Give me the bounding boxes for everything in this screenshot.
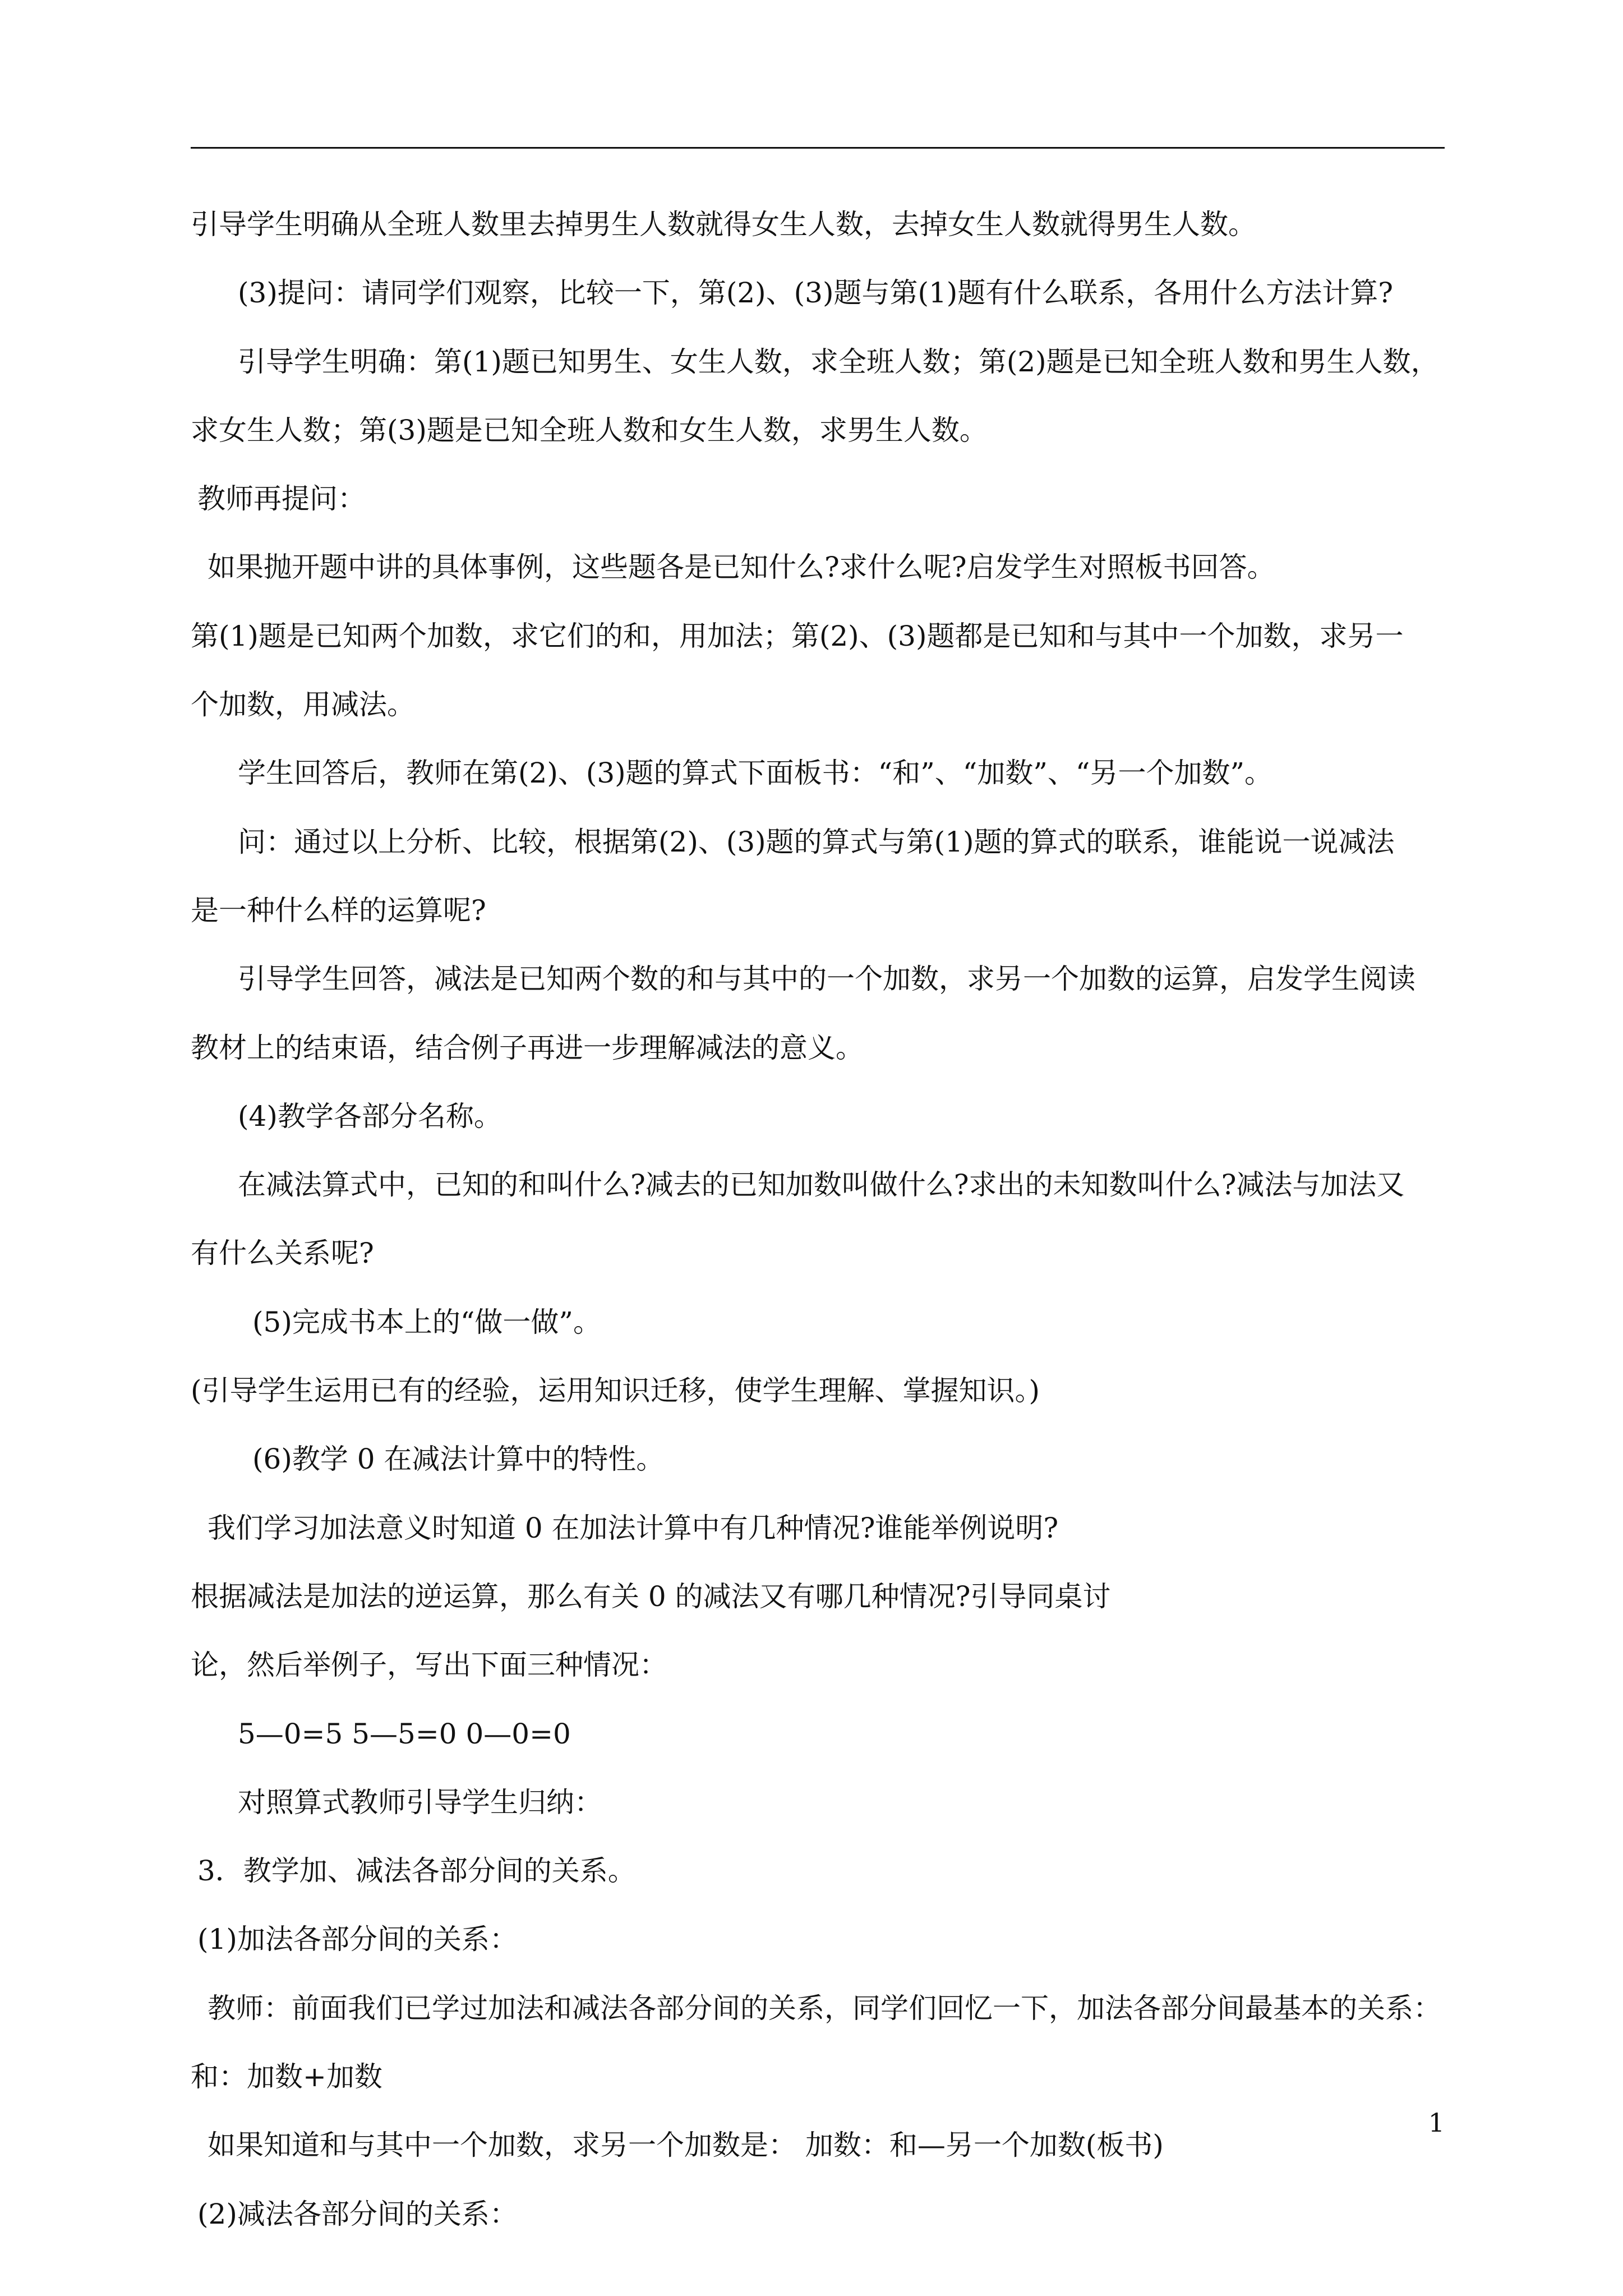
- text-line: 引导学生明确从全班人数里去掉男生人数就得女生人数，去掉女生人数就得男生人数。: [191, 208, 1256, 241]
- text-line: 3．教学加、减法各部分间的关系。: [197, 1855, 636, 1888]
- text-line: 问：通过以上分析、比较，根据第(2)、(3)题的算式与第(1)题的算式的联系，谁能说一说减法: [238, 825, 1395, 858]
- text-line: (引导学生运用已有的经验，运用知识迁移，使学生理解、掌握知识。): [191, 1374, 1040, 1407]
- text-line: 对照算式教师引导学生归纳：: [238, 1786, 602, 1819]
- text-line: 在减法算式中，已知的和叫什么?减去的已知加数叫做什么?求出的未知数叫什么?减法与加法又: [238, 1168, 1405, 1202]
- text-line: 第(1)题是已知两个加数，求它们的和，用加法；第(2)、(3)题都是已知和与其中一个加数，求另一: [191, 619, 1404, 652]
- text-line: (6)教学 0 在减法计算中的特性。: [252, 1443, 665, 1476]
- text-line: 引导学生明确：第(1)题已知男生、女生人数，求全班人数；第(2)题是已知全班人数和男生人数，: [238, 345, 1439, 378]
- text-line: 教师：前面我们已学过加法和减法各部分间的关系，同学们回忆一下，加法各部分间最基本的关系：: [208, 1991, 1441, 2024]
- text-line: (4)教学各部分名称。: [238, 1099, 502, 1133]
- text-line: 个加数，用减法。: [191, 688, 415, 721]
- text-line: 和：加数+加数: [191, 2060, 382, 2093]
- document-body: [191, 208, 1447, 2266]
- text-line: 有什么关系呢?: [191, 1237, 374, 1270]
- text-line: 如果知道和与其中一个加数，求另一个加数是： 加数：和—另一个加数(板书): [208, 2129, 1164, 2162]
- text-line: 教师再提问：: [197, 482, 366, 516]
- text-line: 是一种什么样的运算呢?: [191, 894, 486, 927]
- text-line: 学生回答后，教师在第(2)、(3)题的算式下面板书：“和”、“加数”、“另一个加数”。: [238, 757, 1273, 790]
- page-number: 1: [1428, 2108, 1445, 2138]
- text-line: (3)提问：请同学们观察，比较一下，第(2)、(3)题与第(1)题有什么联系，各用什么方法计算?: [238, 277, 1394, 310]
- text-line: 我们学习加法意义时知道 0 在加法计算中有几种情况?谁能举例说明?: [208, 1511, 1059, 1544]
- text-line: 教材上的结束语，结合例子再进一步理解减法的意义。: [191, 1031, 864, 1064]
- text-line: 引导学生回答，减法是已知两个数的和与其中的一个加数，求另一个加数的运算，启发学生阅读: [238, 963, 1415, 996]
- text-line: (1)加法各部分间的关系：: [197, 1923, 518, 1956]
- text-line: (5)完成书本上的“做一做”。: [252, 1305, 601, 1338]
- text-line: (2)减法各部分间的关系：: [197, 2197, 518, 2230]
- header-rule: [191, 147, 1445, 149]
- text-line: 5—0=5 5—5=0 0—0=0: [238, 1717, 571, 1750]
- text-line: 论，然后举例子，写出下面三种情况：: [191, 1649, 667, 1682]
- text-line: 根据减法是加法的逆运算，那么有关 0 的减法又有哪几种情况?引导同桌讨: [191, 1580, 1111, 1613]
- text-line: 如果抛开题中讲的具体事例，这些题各是已知什么?求什么呢?启发学生对照板书回答。: [208, 551, 1275, 584]
- text-line: 求女生人数；第(3)题是已知全班人数和女生人数，求男生人数。: [191, 413, 988, 447]
